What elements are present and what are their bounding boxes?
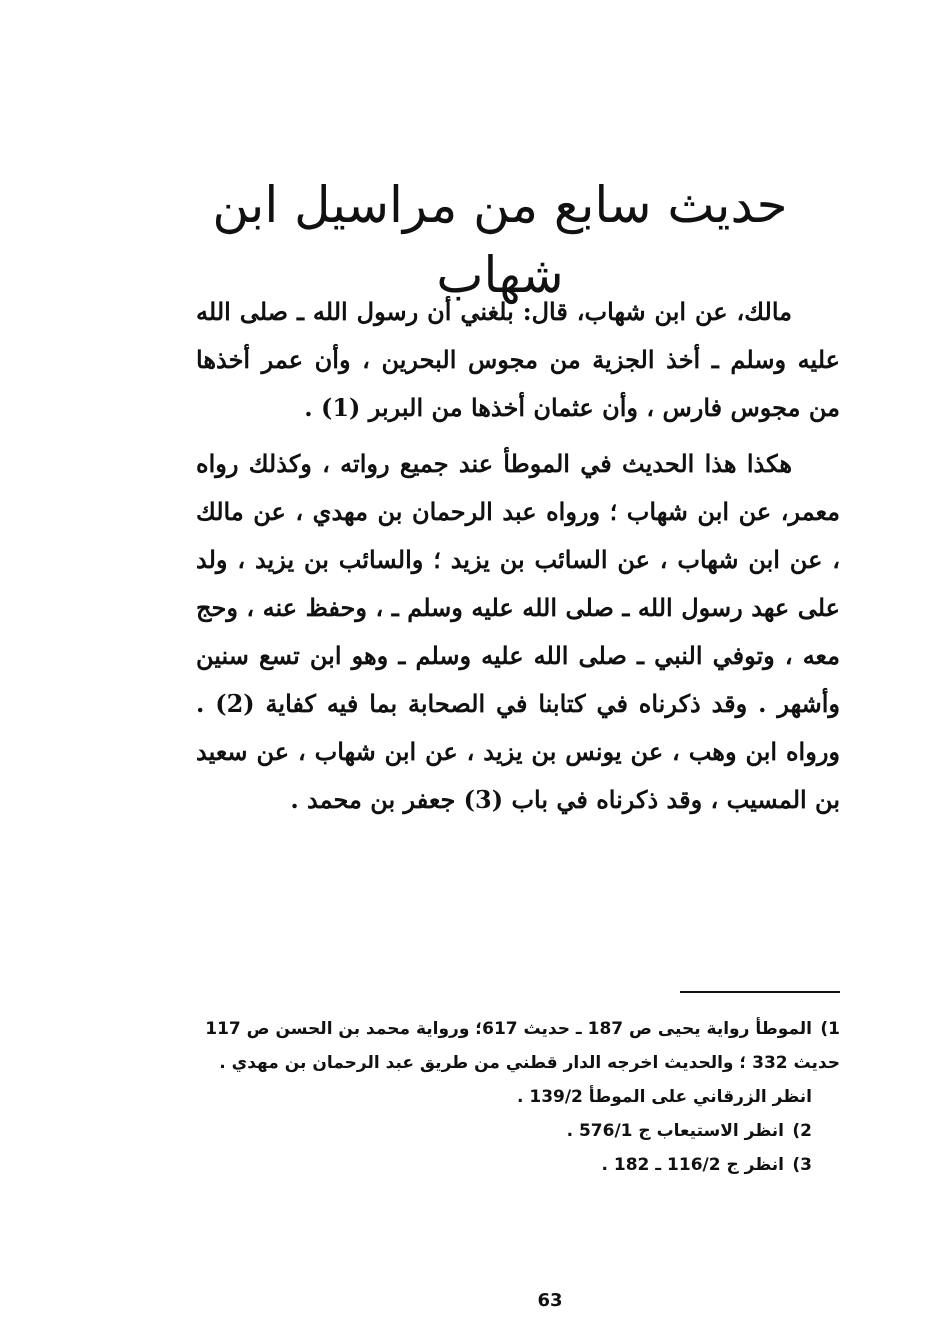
footnote-1-continued — [196, 1080, 840, 1114]
footnote-text: الموطأ رواية يحيى ص 187 ـ حديث 617؛ ورواية محمد بن الحسن ص 117 حديث 332 ؛ والحديث اخرجه الدار قطني من طريق عبد الرحمان بن مهدي . — [205, 1019, 840, 1073]
footnote-number: 2) — [792, 1121, 812, 1141]
footnote-number: 3) — [792, 1155, 812, 1175]
footnote-text: انظر ج 116/2 ـ 182 . — [601, 1155, 784, 1175]
paragraph-2: هكذا هذا الحديث في الموطأ عند جميع رواته ، وكذلك رواه معمر، عن ابن شهاب ؛ ورواه عبد الرحمان بن مهدي ، عن مالك ، عن ابن شهاب ، عن السائب بن يزيد ؛ والسائب بن يزيد ، ولد على عهد رسول الله ـ صلى الله عليه وسلم ـ ، وحفظ عنه ، وحج معه ، وتوفي النبي ـ صلى الله عليه وسلم ـ وهو ابن تسع سنين وأشهر . وقد ذكرناه في كتابنا في الصحابة بما فيه كفاية (2) . ورواه ابن وهب ، عن يونس بن يزيد ، عن ابن شهاب ، عن سعيد بن المسيب ، وقد ذكرناه في باب (3) جعفر بن محمد . — [196, 449, 841, 814]
footnote-2 — [196, 1114, 840, 1148]
footnote-number: 1) — [820, 1019, 840, 1039]
footnote-text: انظر الزرقاني على الموطأ 139/2 . — [516, 1087, 812, 1107]
page-number: 63 — [537, 1290, 563, 1311]
paragraph-1: مالك، عن ابن شهاب، قال: بلغني أن رسول الله ـ صلى الله عليه وسلم ـ أخذ الجزية من مجوس البحرين ، وأن عمر أخذها من مجوس فارس ، وأن عثمان أخذها من البربر (1) . — [196, 297, 840, 422]
footnotes — [196, 1012, 840, 1182]
main-text — [196, 288, 840, 824]
footnote-text: انظر الاستيعاب ج 576/1 . — [566, 1121, 784, 1141]
footnote-3 — [196, 1148, 840, 1182]
footnote-divider — [680, 991, 840, 993]
page-title: حديث سابع من مراسيل ابن شهاب — [212, 176, 788, 304]
footnote-1 — [196, 1012, 840, 1080]
